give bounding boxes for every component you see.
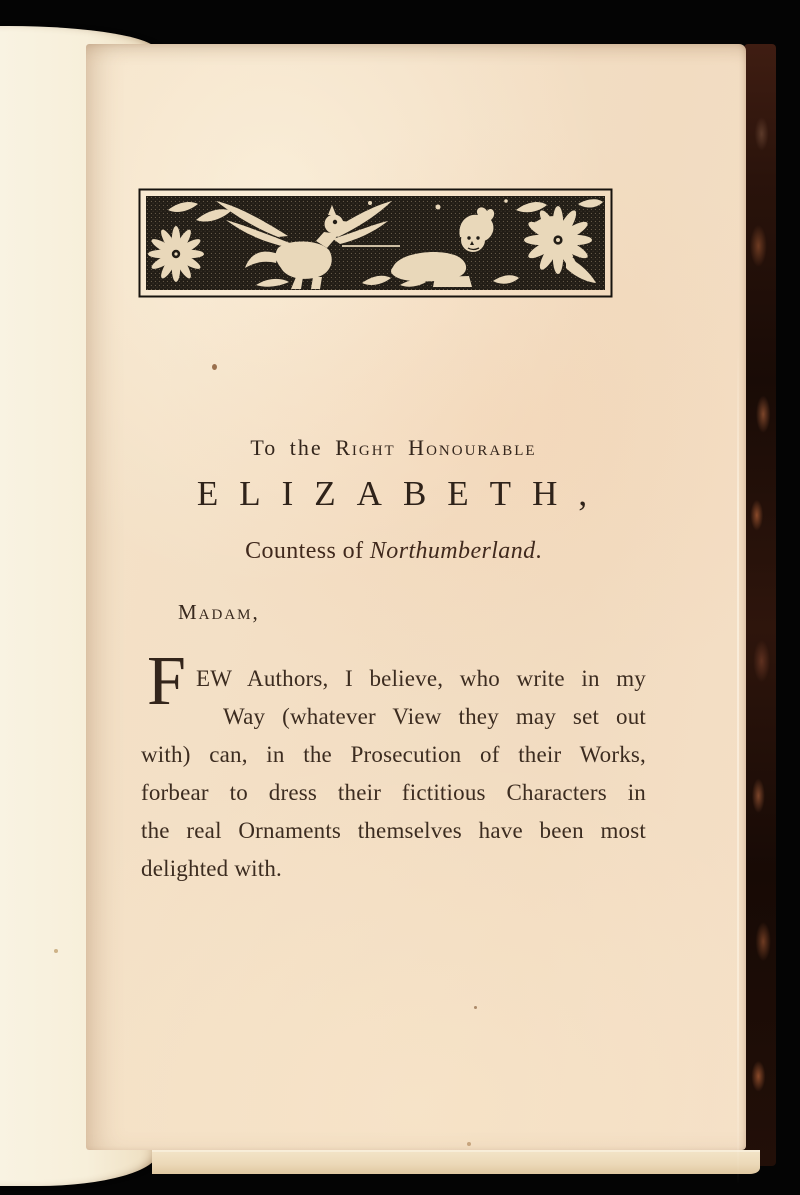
drop-cap: F [147, 643, 186, 720]
book-page [86, 44, 746, 1150]
paragraph-line: with) can, in the Prosecution of their Works, [141, 742, 646, 767]
foxing-spot [474, 1006, 477, 1009]
countess-line [141, 538, 646, 565]
countess-prefix: Countess of [245, 538, 370, 564]
woodcut-headpiece-icon [138, 188, 613, 298]
foxing-spot [212, 364, 217, 370]
salutation-smallcaps: Right Honourable [335, 435, 537, 460]
paragraph-line: delighted with. [141, 856, 282, 881]
paragraph-line: EW Authors, I believe, who write in my [196, 666, 646, 691]
dedicatee-name: ELIZABETH, [196, 474, 609, 513]
countess-name-italic: Northumberland [369, 538, 536, 564]
dedication-paragraph [141, 643, 646, 888]
page-bottom-edges [152, 1150, 760, 1174]
foxing-spot [467, 1142, 471, 1146]
dedication-salutation [141, 435, 646, 461]
countess-suffix: . [535, 538, 542, 564]
paragraph-line: Way (whatever View they may set out [223, 704, 646, 729]
salutation-prefix: To the [250, 435, 336, 460]
foxing-spot [54, 949, 58, 953]
marbled-board-edge [744, 44, 776, 1166]
salutation-madam: Madam, [178, 600, 260, 624]
paragraph-line: the real Ornaments themselves have been most [141, 818, 646, 843]
page-crease-line [737, 344, 739, 1184]
paragraph-line: forbear to dress their fictitious Characters in [141, 780, 646, 805]
